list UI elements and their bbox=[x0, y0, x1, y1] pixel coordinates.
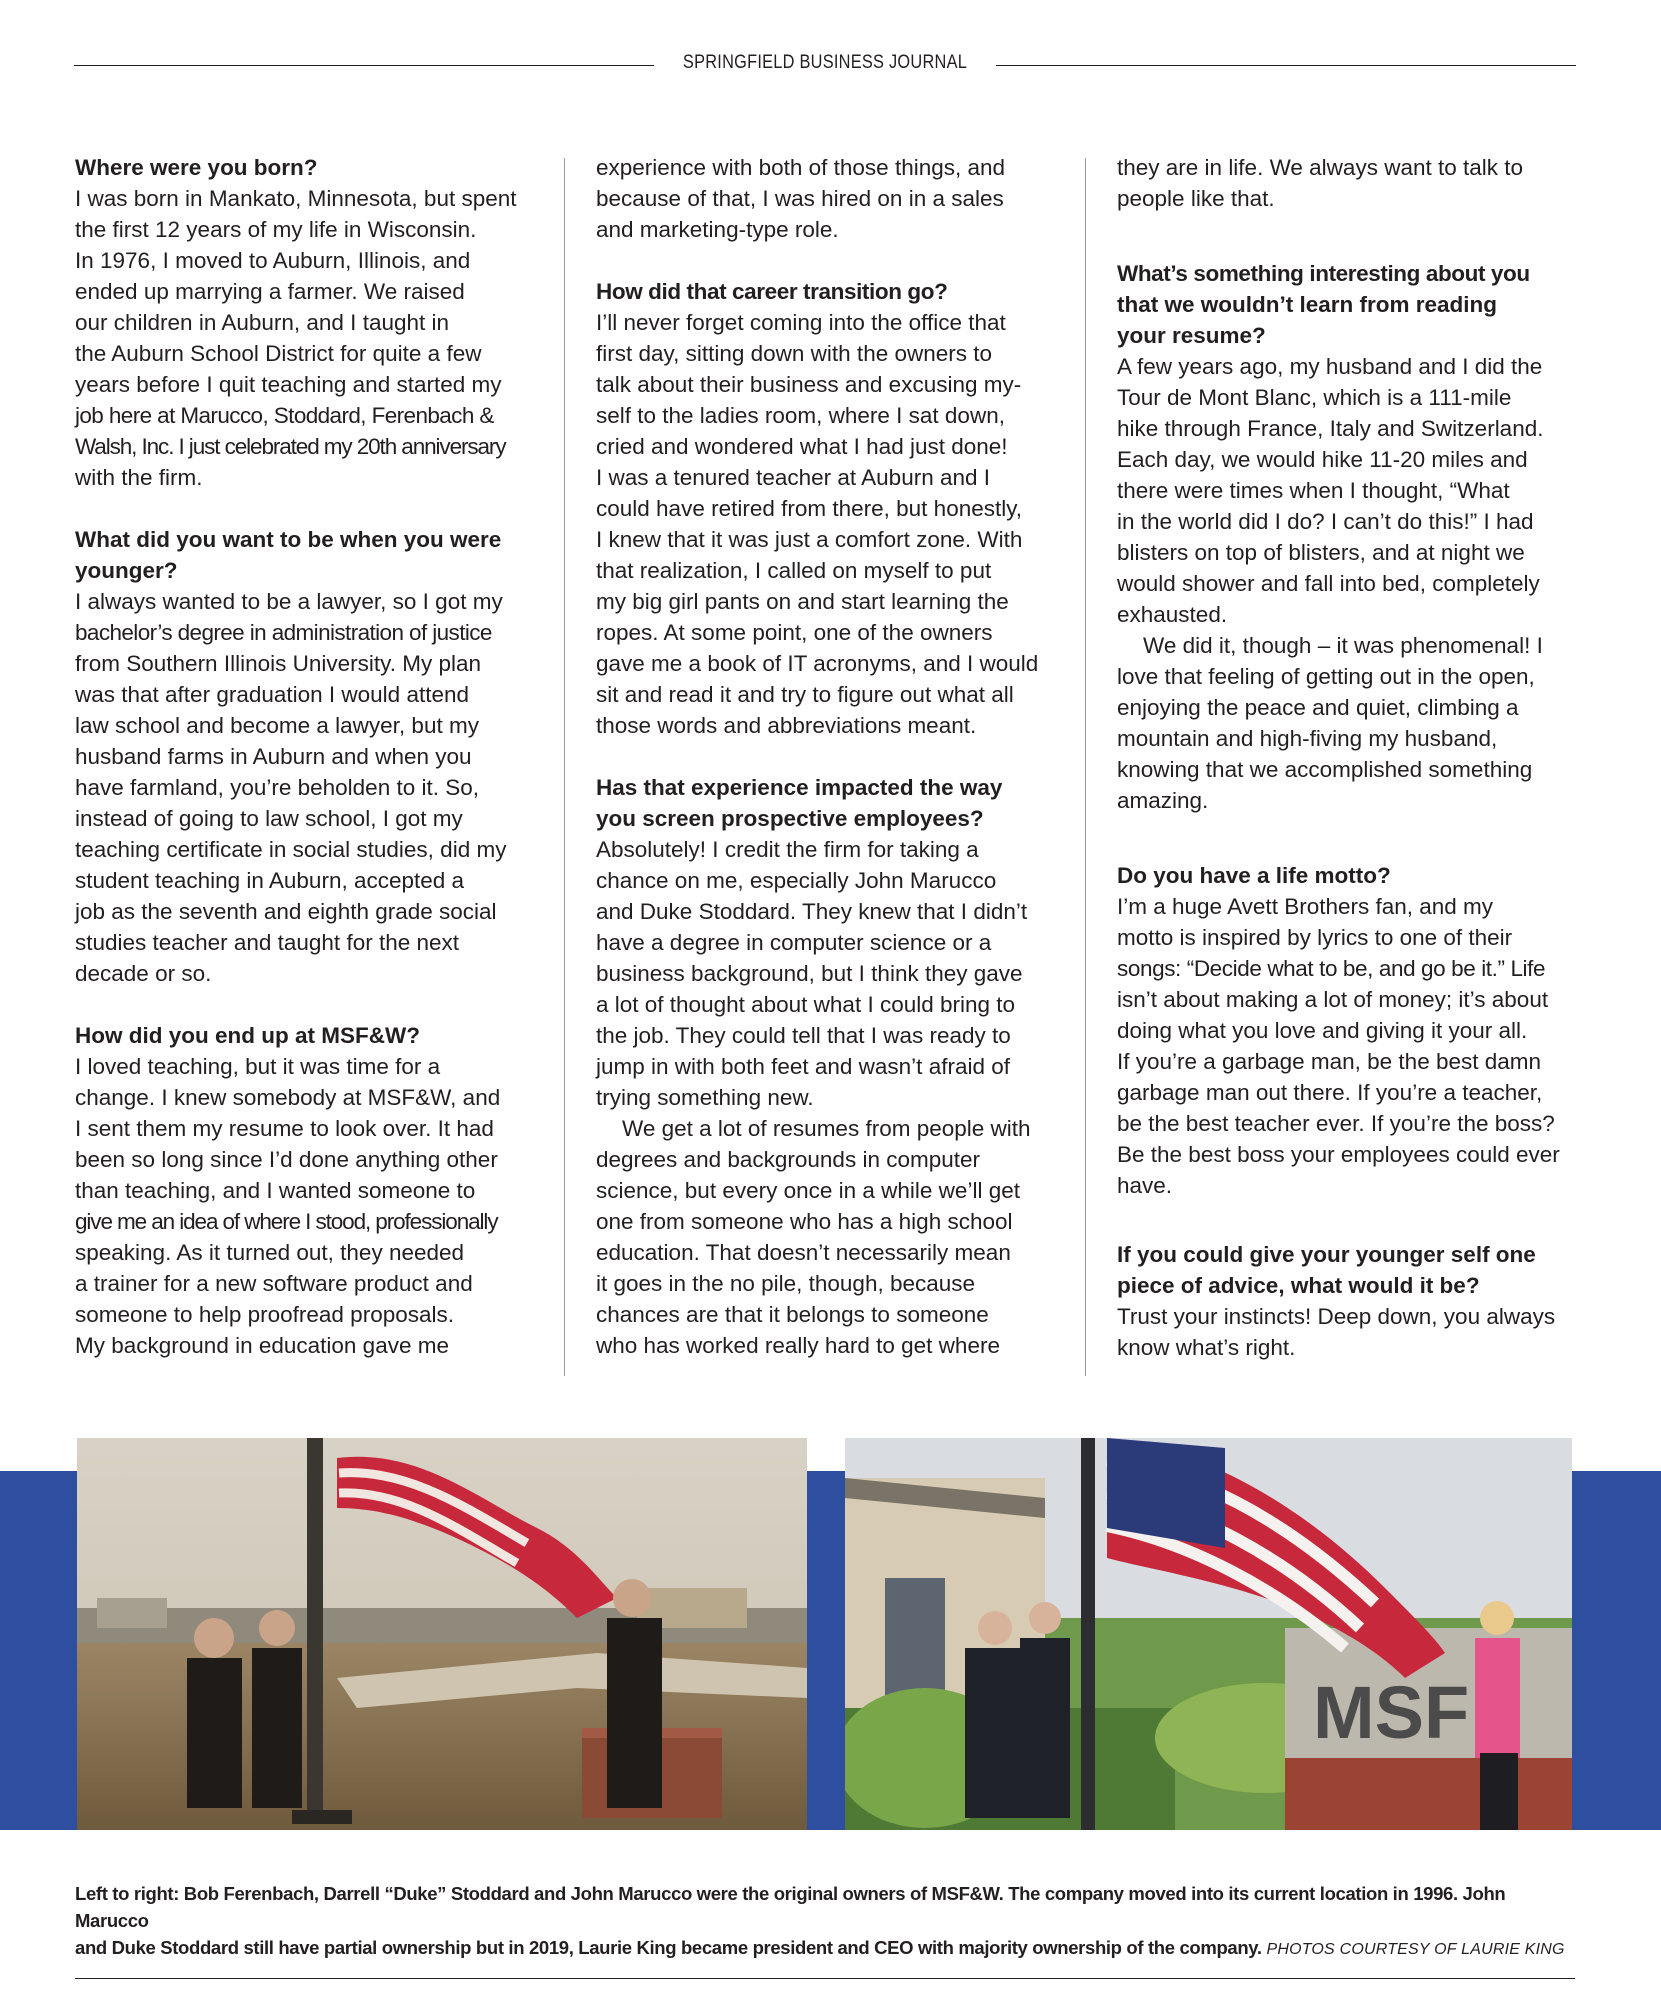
text-line: garbage man out there. If you’re a teacher, bbox=[1117, 1080, 1543, 1105]
text-line: in the world did I do? I can’t do this!” I had bbox=[1117, 509, 1534, 534]
text-line: If you’re a garbage man, be the best damn bbox=[1117, 1049, 1542, 1074]
text-line: Walsh, Inc. I just celebrated my 20th anniversary bbox=[75, 434, 506, 459]
answer-transition bbox=[596, 307, 1056, 741]
text-line: experience with both of those things, and bbox=[596, 155, 1006, 180]
text-line: exhausted. bbox=[1117, 602, 1228, 627]
text-line: What did you want to be when you were bbox=[75, 527, 502, 552]
text-line: piece of advice, what would it be? bbox=[1117, 1273, 1480, 1298]
photo-credit: PHOTOS COURTESY OF LAURIE KING bbox=[1266, 1941, 1565, 1958]
text-line: from Southern Illinois University. My plan bbox=[75, 651, 481, 676]
text-line: that realization, I called on myself to put bbox=[596, 558, 992, 583]
text-line: gave me a book of IT acronyms, and I would bbox=[596, 651, 1039, 676]
text-line: one from someone who has a high school bbox=[596, 1209, 1013, 1234]
text-line: they are in life. We always want to talk to bbox=[1117, 155, 1524, 180]
text-line: love that feeling of getting out in the open, bbox=[1117, 664, 1535, 689]
text-line: motto is inspired by lyrics to one of their bbox=[1117, 925, 1513, 950]
text-line: would shower and fall into bed, completely bbox=[1117, 571, 1540, 596]
text-line: I’ll never forget coming into the office that bbox=[596, 310, 1006, 335]
text-line: have a degree in computer science or a bbox=[596, 930, 992, 955]
text-line: I’m a huge Avett Brothers fan, and my bbox=[1117, 894, 1494, 919]
text-line: business background, but I think they gave bbox=[596, 961, 1023, 986]
text-line: who has worked really hard to get where bbox=[596, 1333, 1000, 1358]
bottom-rule bbox=[75, 1978, 1575, 1979]
question-born: Where were you born? bbox=[75, 155, 318, 180]
question-motto: Do you have a life motto? bbox=[1117, 863, 1391, 888]
text-line: We get a lot of resumes from people with bbox=[622, 1116, 1031, 1141]
text-line: A few years ago, my husband and I did the bbox=[1117, 354, 1543, 379]
question-transition: How did that career transition go? bbox=[596, 279, 948, 304]
text-line: younger? bbox=[75, 558, 178, 583]
text-line: jump in with both feet and wasn’t afraid of bbox=[596, 1054, 1010, 1079]
masthead-rule-right bbox=[996, 65, 1576, 66]
answer-screening bbox=[596, 834, 1056, 1361]
text-line: degrees and backgrounds in computer bbox=[596, 1147, 980, 1172]
text-line: and marketing-type role. bbox=[596, 217, 839, 242]
text-line: ropes. At some point, one of the owners bbox=[596, 620, 993, 645]
text-line: instead of going to law school, I got my bbox=[75, 806, 463, 831]
answer-screening-continued bbox=[1117, 152, 1577, 214]
text-line: In 1976, I moved to Auburn, Illinois, and bbox=[75, 248, 471, 273]
text-line: a trainer for a new software product and bbox=[75, 1271, 473, 1296]
column-divider bbox=[1085, 158, 1086, 1376]
text-line: first day, sitting down with the owners to bbox=[596, 341, 993, 366]
answer-motto bbox=[1117, 891, 1577, 1201]
answer-younger bbox=[75, 586, 535, 989]
photo-current-location-illustration bbox=[845, 1438, 1572, 1830]
text-line: the job. They could tell that I was ready to bbox=[596, 1023, 1011, 1048]
question-interesting bbox=[1117, 258, 1577, 351]
answer-msfw-continued bbox=[596, 152, 1056, 245]
text-line: Absolutely! I credit the firm for taking a bbox=[596, 837, 979, 862]
text-line: trying something new. bbox=[596, 1085, 814, 1110]
text-line: job here at Marucco, Stoddard, Ferenbach & bbox=[75, 403, 494, 428]
text-line: those words and abbreviations meant. bbox=[596, 713, 977, 738]
text-line: student teaching in Auburn, accepted a bbox=[75, 868, 465, 893]
text-line: have. bbox=[1117, 1173, 1173, 1198]
text-line: I always wanted to be a lawyer, so I got my bbox=[75, 589, 503, 614]
text-line: be the best teacher ever. If you’re the boss? bbox=[1117, 1111, 1555, 1136]
text-line: I was born in Mankato, Minnesota, but spent bbox=[75, 186, 517, 211]
text-line: was that after graduation I would attend bbox=[75, 682, 470, 707]
question-advice bbox=[1117, 1239, 1577, 1301]
caption-line bbox=[75, 1934, 1575, 1963]
text-line: been so long since I’d done anything other bbox=[75, 1147, 498, 1172]
publication-title: SPRINGFIELD BUSINESS JOURNAL bbox=[682, 52, 968, 73]
text-line: and Duke Stoddard. They knew that I didn’t bbox=[596, 899, 1028, 924]
text-line: teaching certificate in social studies, did my bbox=[75, 837, 507, 862]
text-line: knowing that we accomplished something bbox=[1117, 757, 1533, 782]
caption-text: and Duke Stoddard still have partial ownership but in 2019, Laurie King became president and CEO with majority ownership of the company. bbox=[75, 1937, 1262, 1958]
text-line: My background in education gave me bbox=[75, 1333, 449, 1358]
text-line: the first 12 years of my life in Wisconsin. bbox=[75, 217, 477, 242]
text-line: talk about their business and excusing my- bbox=[596, 372, 1022, 397]
text-line: someone to help proofread proposals. bbox=[75, 1302, 454, 1327]
text-line: blisters on top of blisters, and at night we bbox=[1117, 540, 1525, 565]
text-line: bachelor’s degree in administration of justice bbox=[75, 620, 492, 645]
text-line: with the firm. bbox=[75, 465, 203, 490]
text-line: decade or so. bbox=[75, 961, 212, 986]
article-column-2 bbox=[596, 152, 1056, 1361]
column-divider bbox=[564, 158, 565, 1376]
text-line: I was a tenured teacher at Auburn and I bbox=[596, 465, 991, 490]
text-line: I sent them my resume to look over. It had bbox=[75, 1116, 494, 1141]
text-line: chances are that it belongs to someone bbox=[596, 1302, 989, 1327]
text-line: isn’t about making a lot of money; it’s about bbox=[1117, 987, 1549, 1012]
text-line: self to the ladies room, where I sat down, bbox=[596, 403, 1005, 428]
article-column-3 bbox=[1117, 152, 1577, 1363]
answer-advice bbox=[1117, 1301, 1577, 1363]
text-line: speaking. As it turned out, they needed bbox=[75, 1240, 465, 1265]
question-msfw: How did you end up at MSF&W? bbox=[75, 1023, 420, 1048]
caption-line: Left to right: Bob Ferenbach, Darrell “Duke” Stoddard and John Marucco were the original owners of MSF&W. The company moved into its current location in 1996. John Marucco bbox=[75, 1883, 1506, 1931]
text-line: know what’s right. bbox=[1117, 1335, 1296, 1360]
article-column-1 bbox=[75, 152, 535, 1361]
photo-caption bbox=[75, 1880, 1575, 1963]
text-line: Trust your instincts! Deep down, you always bbox=[1117, 1304, 1556, 1329]
question-younger bbox=[75, 524, 535, 586]
text-line: change. I knew somebody at MSF&W, and bbox=[75, 1085, 501, 1110]
text-line: have farmland, you’re beholden to it. So, bbox=[75, 775, 480, 800]
photo-original-owners bbox=[77, 1438, 807, 1830]
text-line: I loved teaching, but it was time for a bbox=[75, 1054, 441, 1079]
text-line: chance on me, especially John Marucco bbox=[596, 868, 997, 893]
answer-msfw bbox=[75, 1051, 535, 1361]
question-screening bbox=[596, 772, 1056, 834]
text-line: Has that experience impacted the way bbox=[596, 775, 1003, 800]
text-line: our children in Auburn, and I taught in bbox=[75, 310, 450, 335]
answer-born bbox=[75, 183, 535, 493]
text-line: than teaching, and I wanted someone to bbox=[75, 1178, 476, 1203]
text-line: Be the best boss your employees could ever bbox=[1117, 1142, 1560, 1167]
photo-current-location bbox=[845, 1438, 1572, 1830]
text-line: mountain and high-fiving my husband, bbox=[1117, 726, 1498, 751]
text-line: give me an idea of where I stood, professionally bbox=[75, 1209, 498, 1234]
answer-interesting bbox=[1117, 351, 1577, 816]
text-line: cried and wondered what I had just done! bbox=[596, 434, 1008, 459]
text-line: law school and become a lawyer, but my bbox=[75, 713, 479, 738]
text-line: science, but every once in a while we’ll get bbox=[596, 1178, 1020, 1203]
text-line: husband farms in Auburn and when you bbox=[75, 744, 472, 769]
text-line: education. That doesn’t necessarily mean bbox=[596, 1240, 1011, 1265]
text-line: What’s something interesting about you bbox=[1117, 261, 1530, 286]
text-line: sit and read it and try to figure out what all bbox=[596, 682, 1014, 707]
text-line: you screen prospective employees? bbox=[596, 806, 984, 831]
text-line: there were times when I thought, “What bbox=[1117, 478, 1510, 503]
text-line: it goes in the no pile, though, because bbox=[596, 1271, 976, 1296]
text-line: I knew that it was just a comfort zone. With bbox=[596, 527, 1023, 552]
text-line: enjoying the peace and quiet, climbing a bbox=[1117, 695, 1519, 720]
text-line: ended up marrying a farmer. We raised bbox=[75, 279, 465, 304]
msfw-sign-text: MSF bbox=[1313, 1671, 1470, 1754]
text-line: that we wouldn’t learn from reading bbox=[1117, 292, 1498, 317]
text-line: my big girl pants on and start learning the bbox=[596, 589, 1009, 614]
text-line: a lot of thought about what I could bring to bbox=[596, 992, 1016, 1017]
masthead bbox=[74, 52, 1576, 82]
text-line: If you could give your younger self one bbox=[1117, 1242, 1536, 1267]
text-line: Each day, we would hike 11-20 miles and bbox=[1117, 447, 1528, 472]
text-line: because of that, I was hired on in a sales bbox=[596, 186, 1004, 211]
text-line: the Auburn School District for quite a few bbox=[75, 341, 482, 366]
text-line: studies teacher and taught for the next bbox=[75, 930, 460, 955]
text-line: years before I quit teaching and started my bbox=[75, 372, 502, 397]
photo-original-owners-illustration bbox=[77, 1438, 807, 1830]
text-line: doing what you love and giving it your all. bbox=[1117, 1018, 1528, 1043]
text-line: job as the seventh and eighth grade social bbox=[75, 899, 497, 924]
text-line: We did it, though – it was phenomenal! I bbox=[1143, 633, 1543, 658]
text-line: songs: “Decide what to be, and go be it.” Life bbox=[1117, 956, 1546, 981]
text-line: people like that. bbox=[1117, 186, 1275, 211]
text-line: hike through France, Italy and Switzerland. bbox=[1117, 416, 1544, 441]
text-line: amazing. bbox=[1117, 788, 1209, 813]
text-line: your resume? bbox=[1117, 323, 1266, 348]
text-line: could have retired from there, but honestly, bbox=[596, 496, 1023, 521]
text-line: Tour de Mont Blanc, which is a 111-mile bbox=[1117, 385, 1512, 410]
